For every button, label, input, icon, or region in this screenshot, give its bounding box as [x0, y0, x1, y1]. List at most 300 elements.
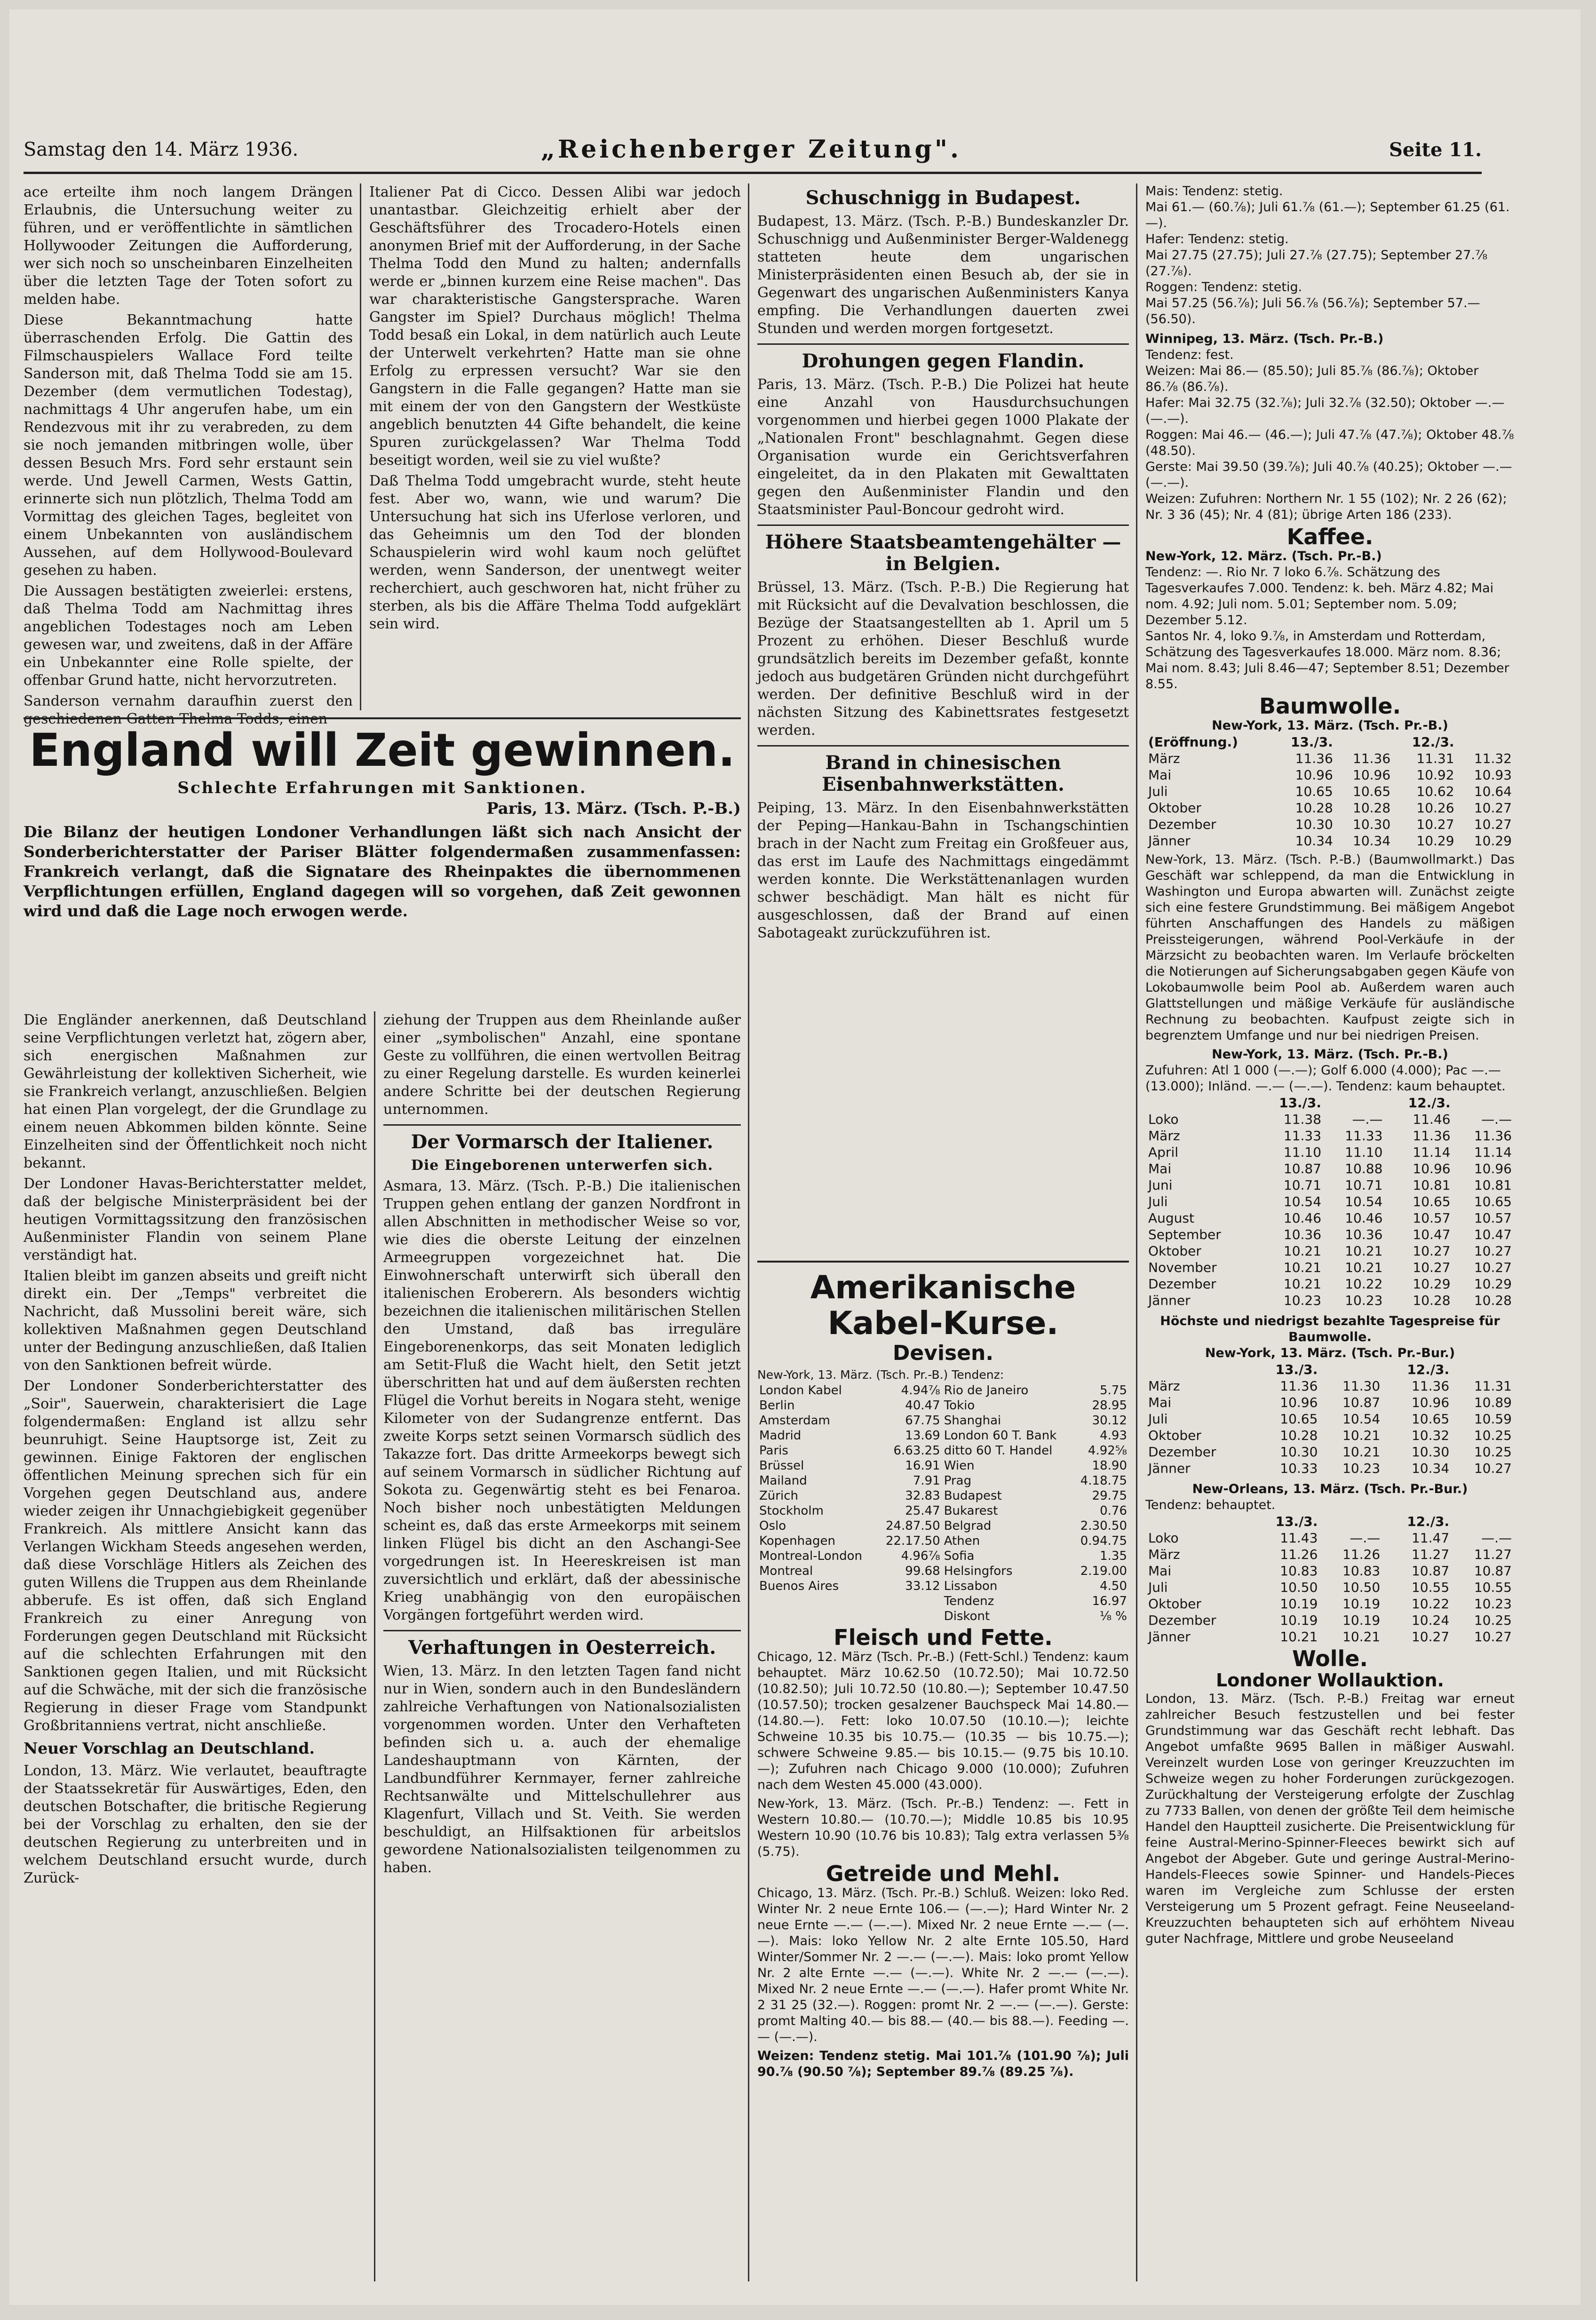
devisen-rate: 4.93	[1100, 1429, 1127, 1443]
price-cell: 10.54	[1342, 1411, 1381, 1427]
price-cell: 10.65	[1295, 784, 1333, 799]
devisen-row	[757, 1488, 1129, 1503]
devisen-row	[757, 1533, 1129, 1549]
month-cell: Jänner	[1148, 1629, 1191, 1645]
price-cell: 10.23	[1342, 1461, 1381, 1476]
table-row	[1145, 1596, 1515, 1612]
wolle-subheadline: Londoner Wollauktion.	[1216, 1670, 1444, 1691]
price-cell: 10.92	[1416, 767, 1454, 783]
column-header	[1145, 1361, 1252, 1378]
market-line: Weizen: Mai 86.— (85.50); Juli 85.⅞ (86.⅞); Oktober 86.⅞ (86.⅞).	[1145, 364, 1479, 394]
markets-column-middle	[757, 1265, 1129, 2281]
price-cell: 10.27	[1474, 1243, 1512, 1259]
table-header-row	[1145, 1095, 1515, 1111]
devisen-place: Mailand	[759, 1474, 807, 1488]
section-divider	[24, 717, 741, 719]
price-cell: 11.43	[1280, 1530, 1318, 1546]
price-cell: 10.87	[1342, 1395, 1381, 1410]
devisen-row	[757, 1609, 1129, 1624]
paragraph: London, 13. März. Wie verlautet, beauftragte der Staatssekretär für Auswärtiges, Eden, den deutschen Botschafter, die britische Regierung bei der Vorschlag zu erhalten, den sie der deutschen Regierung zu unterbreiten und in welchem Deutschland ersucht wurde, durch Zurück-	[24, 1763, 367, 1886]
wolle-headline: Wolle.	[1292, 1646, 1368, 1671]
column-header: 12./3.	[1408, 1095, 1451, 1111]
verhaftungen-headline: Verhaftungen in Oesterreich.	[408, 1637, 716, 1659]
devisen-rate: 0.94.75	[1080, 1534, 1127, 1548]
price-cell: 10.27	[1474, 817, 1512, 832]
column-header: (Eröffnung.)	[1148, 734, 1238, 750]
price-cell: 10.30	[1280, 1444, 1318, 1460]
price-cell: 10.81	[1474, 1177, 1512, 1193]
price-cell: 10.21	[1283, 1243, 1322, 1259]
table-row	[1145, 800, 1515, 816]
beamte-headline: Höhere Staatsbeamtengehälter — in Belgien.	[765, 531, 1121, 575]
devisen-place: Budapest	[944, 1489, 1002, 1503]
england-column-a	[24, 1011, 367, 2281]
price-cell: —.—	[1350, 1530, 1381, 1546]
price-cell: 10.36	[1283, 1227, 1322, 1242]
month-cell: Loko	[1148, 1530, 1179, 1546]
price-cell: 11.36	[1413, 1128, 1451, 1144]
month-cell: Juli	[1148, 1411, 1168, 1427]
wolle-text: London, 13. März. (Tsch. P.-B.) Freitag war erneut zahlreicher Besuch festzustellen und bei fester Grundstimmung war das Geschäft recht lebhaft. Das Angebot umfaßte 9695 Ballen in mäßiger Auswahl. Vereinzelt wurden Lose von geringer Kreuzzuchten im Schweize wegen zu hoher Forderungen zurückgezogen. Zurückhaltung der Versteigerung erfolgte der Zuschlag zu 7733 Ballen, von denen der größte Teil dem heimische Handel den Hauptteil zusicherte. Die Preisentwicklung für feine Austral-Merino-Spinner-Fleeces bewirkt sich auf Angebot der Abgeber. Gute und geringe Austral-Merino-Handels-Fleeces sowie Spinner- und Handels-Pieces waren im Vergleiche zum Schlusse der ersten Versteigerung um 5 Prozent gefragt. Feine Neuseeland-Kreuzzuchten behaupteten sich auf erhöhtem Niveau guter Nachfrage, Mittlere und grobe Neuseeland	[1145, 1692, 1515, 1946]
column-header: 12./3.	[1407, 1514, 1450, 1529]
price-cell: 10.27	[1474, 800, 1512, 816]
column-header: 13./3.	[1275, 1362, 1318, 1377]
price-cell: 10.19	[1342, 1613, 1381, 1628]
devisen-place: Tokio	[944, 1398, 975, 1413]
price-cell: 11.33	[1283, 1128, 1322, 1144]
table-row	[1145, 1394, 1515, 1411]
price-cell: 10.28	[1413, 1293, 1451, 1308]
devisen-row	[757, 1458, 1129, 1473]
price-cell: 11.27	[1474, 1547, 1512, 1562]
devisen-place: Diskont	[944, 1609, 990, 1623]
month-cell: Mai	[1148, 1563, 1172, 1579]
price-cell: 10.27	[1474, 1260, 1512, 1275]
price-cell: 10.27	[1413, 1243, 1451, 1259]
month-cell: Juli	[1148, 1194, 1168, 1209]
price-cell: 10.19	[1280, 1613, 1318, 1628]
devisen-place: ditto 60 T. Handel	[944, 1444, 1053, 1458]
price-cell: 11.27	[1411, 1547, 1450, 1562]
column-header	[1145, 1513, 1252, 1530]
price-cell: 10.87	[1411, 1563, 1450, 1579]
paragraph: Sanderson vernahm daraufhin zuerst den	[24, 693, 353, 709]
devisen-rate: 4.94⅞	[901, 1383, 940, 1398]
table-row	[1145, 1243, 1515, 1259]
baumwolle-no-tendenz: Tendenz: behauptet.	[1145, 1498, 1276, 1512]
devisen-place: Prag	[944, 1474, 972, 1488]
england-lead: Die Bilanz der heutigen Londoner Verhandlungen läßt sich nach Ansicht der Sonderberichterstatter der Pariser Blätter folgendermaßen zusammenfassen: Frankreich verlangt, daß die Signatare des Rheinpaktes die übernommenen Verpflichtungen erfüllen, England dagegen will so vorgehen, daß Zeit gewonnen wird und daß die Lage noch erwogen werde.	[24, 823, 741, 920]
devisen-rate: 16.91	[905, 1459, 940, 1473]
table-row	[1145, 1160, 1515, 1177]
month-cell: Jänner	[1148, 833, 1191, 849]
price-cell: 10.34	[1353, 833, 1391, 849]
price-cell: 11.36	[1411, 1378, 1450, 1394]
column-header	[1324, 1095, 1385, 1111]
continuation-column-1	[24, 183, 353, 710]
column-header: 13./3.	[1290, 734, 1333, 750]
devisen-place: Helsingfors	[944, 1564, 1013, 1578]
price-cell: 10.59	[1474, 1411, 1512, 1427]
price-cell: 10.64	[1474, 784, 1512, 799]
devisen-place: Stockholm	[759, 1504, 824, 1518]
column-header	[1452, 1513, 1515, 1530]
markets-column-right	[1145, 183, 1515, 2281]
paragraph: Daß Thelma Todd umgebracht wurde, steht heute fest. Aber wo, wann, wie und warum? Die Untersuchung hat sich ins Uferlose verloren, und das Geheimnis um den Tod der blonden Schauspielerin wird wohl kaum noch gelüftet werden, wenn Sanderson, der unentwegt weiter recherchiert, auch geschworen hat, nicht früher zu sterben, als bis die Affäre Thelma Todd aufgeklärt sein wird.	[369, 473, 741, 632]
price-cell: 10.28	[1474, 1293, 1512, 1308]
table-row	[1145, 1128, 1515, 1144]
devisen-rate: 29.75	[1092, 1489, 1127, 1503]
devisen-rate: 99.68	[905, 1564, 940, 1578]
price-cell: 10.71	[1345, 1177, 1383, 1193]
month-cell: September	[1148, 1227, 1221, 1242]
devisen-table	[757, 1383, 1129, 1624]
devisen-place: Zürich	[759, 1489, 798, 1503]
baumwolle-zufuhr: Zufuhren: Atl 1 000 (—.—); Golf 6.000 (4.000); Pac —.— (13.000); Inländ. —.— (—.—). Tendenz: kaum behauptet.	[1145, 1063, 1506, 1094]
table-row	[1145, 1411, 1515, 1427]
month-cell: Loko	[1148, 1112, 1179, 1127]
getreide-headline: Getreide und Mehl.	[826, 1861, 1061, 1886]
table-row	[1145, 1444, 1515, 1460]
devisen-row	[757, 1518, 1129, 1533]
brand-headline: Brand in chinesischen Eisenbahnwerkstätten.	[822, 752, 1064, 795]
price-cell: 10.22	[1345, 1276, 1383, 1292]
article-divider	[383, 1124, 741, 1126]
price-cell: 10.19	[1280, 1596, 1318, 1612]
devisen-place: London Kabel	[759, 1383, 842, 1398]
price-cell: 10.96	[1413, 1161, 1451, 1176]
header-date: Samstag den 14. März 1936.	[24, 139, 299, 160]
paragraph: Italien bleibt im ganzen abseits und greift nicht direkt ein. Der „Temps" verbreitet die Nachricht, daß Mussolini bereit wäre, sich kollektiven Maßnahmen gegen Deutschland unter der Bedingung anzuschließen, daß Italien von den Sanktionen befreit würde.	[24, 1268, 367, 1374]
devisen-place: Brüssel	[759, 1459, 804, 1473]
kaffee-headline: Kaffee.	[1286, 524, 1374, 549]
table-row	[1145, 1629, 1515, 1645]
schuschnigg-text: Budapest, 13. März. (Tsch. P.-B.) Bundeskanzler Dr. Schuschnigg und Außenminister Berger-Waldenegg statteten heute dem ungarischen Ministerpräsidenten einen Besuch ab, der sie in Gegenwart des ungarischen Außenministers Kanya empfing. Die Verhandlungen dauerten zwei Stunden und werden morgen fortgesetzt.	[757, 213, 1129, 337]
month-cell: Oktober	[1148, 1428, 1201, 1443]
baumwolle-ny-head: New-York, 13. März. (Tsch. Pr.-B.)	[1212, 718, 1448, 733]
price-cell: 10.22	[1411, 1596, 1450, 1612]
price-cell: 10.93	[1474, 767, 1512, 783]
table-header-row	[1145, 1361, 1515, 1378]
devisen-row	[757, 1383, 1129, 1398]
price-cell: 10.21	[1345, 1260, 1383, 1275]
table-row	[1145, 750, 1515, 767]
price-cell: 11.36	[1295, 751, 1333, 766]
price-cell: 10.25	[1474, 1428, 1512, 1443]
devisen-head: New-York, 13. März. (Tsch. Pr.-B.) Tendenz:	[757, 1368, 1004, 1382]
devisen-rate: 4.18.75	[1080, 1474, 1127, 1488]
market-line: Mais: Tendenz: stetig.	[1145, 184, 1283, 199]
price-cell: 10.96	[1353, 767, 1391, 783]
devisen-row	[757, 1564, 1129, 1579]
price-cell: 10.89	[1474, 1395, 1512, 1410]
price-cell: 10.30	[1411, 1444, 1450, 1460]
devisen-place	[757, 1594, 877, 1609]
price-cell: 10.27	[1474, 1629, 1512, 1645]
kaffee-line: Santos Nr. 4, loko 9.⅞, in Amsterdam und Rotterdam, Schätzung des Tagesverkaufes 18.000. März nom. 8.36; Mai nom. 8.43; Juli 8.46—47; September 8.51; Dezember 8.55.	[1145, 629, 1509, 691]
devisen-place: Montreal	[759, 1564, 813, 1578]
month-cell: Oktober	[1148, 1243, 1201, 1259]
price-cell: 10.54	[1345, 1194, 1383, 1209]
paragraph: Die Aussagen bestätigten zweierlei: erstens, daß Thelma Todd am Nachmittag ihres angeblichen Todestages noch am Leben gewesen war, und zweitens, daß in der Affäre ein Unbekannter eine Rolle spielte, der offenbar Grund hatte, nicht hervorzutreten.	[24, 583, 353, 689]
month-cell: März	[1148, 1378, 1180, 1394]
market-line: Tendenz: fest.	[1145, 348, 1234, 362]
flandin-headline: Drohungen gegen Flandin.	[802, 350, 1085, 372]
column-header	[1453, 1095, 1515, 1111]
devisen-place	[757, 1609, 877, 1624]
devisen-rate: 32.83	[905, 1489, 940, 1503]
devisen-row	[757, 1473, 1129, 1488]
price-cell: 10.65	[1280, 1411, 1318, 1427]
devisen-rate: 16.97	[1092, 1594, 1127, 1608]
column-header: 13./3.	[1279, 1095, 1322, 1111]
column-divider	[748, 183, 749, 2281]
devisen-rate: 2.19.00	[1080, 1564, 1127, 1578]
news-column-middle	[757, 183, 1129, 1256]
table-row	[1145, 1276, 1515, 1292]
price-cell: 10.27	[1416, 817, 1454, 832]
price-cell: 10.30	[1295, 817, 1333, 832]
price-cell: 10.23	[1283, 1293, 1322, 1308]
column-header	[1320, 1361, 1383, 1378]
column-header	[1452, 1361, 1515, 1378]
england-subheadline: Schlechte Erfahrungen mit Sanktionen.	[177, 779, 587, 797]
getreide-text: Chicago, 13. März. (Tsch. Pr.-B.) Schluß. Weizen: loko Red. Winter Nr. 2 neue Ernte 106.— (—.—); Hard Winter Nr. 2 neue Ernte —.— (—.—). Mixed Nr. 2 neue Ernte —.— (—.—). Mais: loko Yellow Nr. 2 alte Ernte 105.50, Hard Winter/Sommer Nr. 2 —.— (—.—). Mais: loko promt Yellow Nr. 2 alte Ernte —.— (—.—). White Nr. 2 —.— (—.—). Mixed Nr. 2 neue Ernte —.— (—.—). Hafer promt White Nr. 2 31 25 (32.—). Roggen: promt Nr. 2 —.— (—.—). Gerste: promt Malting 40.— bis 88.— (40.— bis 88.—). Feeding —.— (—.—).	[757, 1886, 1129, 2044]
devisen-rate: 22.17.50	[885, 1534, 940, 1548]
price-cell: 11.26	[1342, 1547, 1381, 1562]
devisen-place: Madrid	[759, 1429, 802, 1443]
table-row	[1145, 1210, 1515, 1226]
devisen-rate: 4.96⅞	[901, 1549, 940, 1563]
price-cell: 10.55	[1411, 1580, 1450, 1595]
price-cell: 10.21	[1342, 1629, 1381, 1645]
table-row	[1145, 1579, 1515, 1596]
month-cell: Dezember	[1148, 817, 1216, 832]
price-cell: 10.30	[1353, 817, 1391, 832]
price-cell: 10.29	[1474, 1276, 1512, 1292]
price-cell: 10.21	[1283, 1276, 1322, 1292]
market-line: Mai 61.— (60.⅞); Juli 61.⅞ (61.—); September 61.25 (61.—).	[1145, 200, 1510, 230]
price-cell: 10.25	[1474, 1444, 1512, 1460]
devisen-place: Tendenz	[944, 1594, 994, 1608]
month-cell: Oktober	[1148, 1596, 1201, 1612]
price-cell: 10.21	[1342, 1444, 1381, 1460]
price-cell: 10.87	[1474, 1563, 1512, 1579]
column-header	[1457, 734, 1515, 750]
kabel-headline: Amerikanische Kabel-Kurse.	[810, 1269, 1076, 1342]
price-cell: 10.27	[1474, 1461, 1512, 1476]
price-cell: 10.23	[1345, 1293, 1383, 1308]
england-headline: England will Zeit gewinnen.	[29, 724, 735, 777]
devisen-rate: 7.91	[913, 1474, 940, 1488]
price-cell: 10.96	[1295, 767, 1333, 783]
devisen-place: Belgrad	[944, 1519, 992, 1533]
devisen-rate	[877, 1609, 942, 1624]
price-cell: 10.34	[1411, 1461, 1450, 1476]
market-line: Mai 57.25 (56.⅞); Juli 56.⅞ (56.⅞); September 57.— (56.50).	[1145, 296, 1480, 326]
price-cell: 10.57	[1413, 1210, 1451, 1226]
paragraph: Der Londoner Sonderberichterstatter des „Soir", Sauerwein, charakterisiert die Lage folgendermaßen: England ist allzu sehr beunruhigt. Seine Hauptsorge ist, Zeit zu gewinnen. Einige Faktoren der englischen öffentlichen Meinung sprechen sich für ein Vorgehen gegen Deutschland aus, andere wieder zeigen ihr Unnachgiebigkeit gegenüber Frankreich. Als mittlere Ansicht kann das Verlangen Wickham Steeds angesehen werden, daß diese Vorschläge Hitlers als Zeichen des guten Willens die Truppen aus dem Rheinlande abberufe. Es ist offen, daß sich England Frankreich zu einer Anregung von Forderungen gegen Deutschland mit Rücksicht auf die schlechten Erfahrungen mit den Sanktionen gegen Italien, und mit Rücksicht auf die Schwäche, mit der sich die französische Regierung in dieser Frage vom Standpunkt Großbritanniens vertrat, nicht anschließe.	[24, 1378, 367, 1734]
baumwolle-report: New-York, 13. März. (Tsch. P.-B.) (Baumwollmarkt.) Das Geschäft war schleppend, da man die Entwicklung in Washington und Europa abwarten will. Zunächst zeigte sich eine festere Grundstimmung. Bei mäßigem Angebot führten Anschaffungen des Handels zu mäßigen Preissteigerungen, während Pool-Verkäufe in der Märzsicht zu beobachten waren. Im Verlaufe bröckelten die Notierungen auf Sicherungsabgaben gegen Käufe von Lokobaumwolle beim Pool ab. Außerdem waren auch Glattstellungen und mäßige Verkäufe für ausländische Rechnung zu beobachten. Kaufpust zeigte sich in begrenztem Umfange und nur bei niedrigen Preisen.	[1145, 852, 1515, 1043]
fleisch-text-chicago: Chicago, 12. März (Tsch. Pr.-B.) (Fett-Schl.) Tendenz: kaum behauptet. März 10.62.50 (10.72.50); Mai 10.72.50 (10.82.50); Juli 10.72.50 (10.80.—); September 10.47.50 (10.57.50); trocken gesalzener Bauchspeck Mai 14.80.— (14.80.—). Fett: loko 10.07.50 (10.10.—); leichte Schweine 10.35 bis 10.75.— (10.35 — bis 10.75.—); schwere Schweine 9.85.— bis 10.15.— (9.75 bis 10.10.—); Zufuhren nach Chicago 9.000 (10.000); Zufuhren nach dem Westen 45.000 (43.000).	[757, 1650, 1129, 1792]
price-cell: 10.88	[1345, 1161, 1383, 1176]
price-cell: 10.83	[1342, 1563, 1381, 1579]
england-column-b	[383, 1011, 741, 2281]
header-page-number: Seite 11.	[1389, 139, 1482, 161]
price-cell: 10.46	[1345, 1210, 1383, 1226]
price-cell: 10.55	[1474, 1580, 1512, 1595]
baumwolle-table-opening	[1145, 734, 1515, 849]
price-cell: 10.96	[1280, 1395, 1318, 1410]
devisen-rate: 24.87.50	[885, 1519, 940, 1533]
price-cell: 10.83	[1280, 1563, 1318, 1579]
kaffee-line: Tendenz: —. Rio Nr. 7 loko 6.⅞. Schätzung des Tagesverkaufes 7.000. Tendenz: k. beh. März 4.82; Mai nom. 4.92; Juli nom. 5.01; September nom. 5.09; Dezember 5.12.	[1145, 565, 1494, 628]
vormarsch-subheadline: Die Eingeborenen unterwerfen sich.	[411, 1157, 714, 1174]
devisen-place: Amsterdam	[759, 1414, 830, 1428]
baumwolle-zufuhr-head: New-York, 13. März. (Tsch. Pr.-B.)	[1212, 1047, 1448, 1062]
price-cell: 10.28	[1280, 1428, 1318, 1443]
month-cell: Mai	[1148, 767, 1172, 783]
england-dateline: Paris, 13. März. (Tsch. P.-B.)	[486, 799, 741, 818]
month-cell: Oktober	[1148, 800, 1201, 816]
market-line: Roggen: Tendenz: stetig.	[1145, 280, 1302, 294]
devisen-rate: 30.12	[1092, 1414, 1127, 1428]
price-cell: 10.65	[1413, 1194, 1451, 1209]
baumwolle-hl-sub: New-York, 13. März. (Tsch. Pr.-Bur.)	[1205, 1346, 1455, 1360]
beamte-text: Brüssel, 13. März. (Tsch. P.-B.) Die Regierung hat mit Rücksicht auf die Devalvation beschlossen, die Bezüge der Staatsangestellten ab 1. April um 5 Prozent zu erhöhen. Dieser Beschluß wurde grundsätzlich bereits im Dezember gefaßt, konnte jedoch aus budgetären Gründen nicht durchgeführt werden. Der definitive Beschluß wird in der nächsten Sitzung des Kabinettsrates festgesetzt werden.	[757, 579, 1129, 739]
column-header: 12./3.	[1412, 734, 1454, 750]
table-row	[1145, 1177, 1515, 1193]
month-cell: Juli	[1148, 1580, 1168, 1595]
column-header: 13./3.	[1275, 1514, 1318, 1529]
price-cell: 10.36	[1345, 1227, 1383, 1242]
paragraph: Italiener Pat di Cicco. Dessen Alibi war jedoch unantastbar. Gleichzeitig erhielt aber der Geschäftsführer des Trocadero-Hotels einen anonymen Brief mit der Aufforderung, in der Sache Thelma Todd den Mund zu halten; andernfalls werde er „binnen kurzem eine Reise machen". Das war charakteristische Gangstersprache. Waren Gangster im Spiel? Durchaus möglich! Thelma Todd besaß ein Lokal, in dem natürlich auch Leute der Unterwelt verkehrten? Hatte man sie ohne Erfolg zu erpressen versucht? War sie den Gangstern in die Falle gegangen? Hatte man sie mit einem der von den Gangstern der Westküste angeblich benutzten 44 Gifte behandelt, die keine Spuren zurückgelassen? War Thelma Todd beseitigt worden, weil sie zu viel wußte?	[369, 184, 741, 469]
devisen-rate	[877, 1594, 942, 1609]
month-cell: März	[1148, 751, 1180, 766]
price-cell: 10.24	[1411, 1613, 1450, 1628]
devisen-rate: 1.35	[1100, 1549, 1127, 1563]
devisen-rate: 13.69	[905, 1429, 940, 1443]
paragraph: Die Engländer anerkennen, daß Deutschland seine Verpflichtungen verletzt hat, zögern aber, sich energischen Maßnahmen zur Gewährleistung der kollektiven Sicherheit, wie sie Frankreich verlangt, anzuschließen. Belgien hat einen Plan vorgelegt, der die Grundlage zu einem neuen Abkommen bilden könnte. Seine Einzelheiten sind der Öffentlichkeit noch nicht bekannt.	[24, 1012, 367, 1171]
price-cell: 11.47	[1411, 1530, 1450, 1546]
month-cell: Dezember	[1148, 1613, 1216, 1628]
devisen-row	[757, 1443, 1129, 1458]
price-cell: 10.65	[1411, 1411, 1450, 1427]
price-cell: 11.10	[1283, 1144, 1322, 1160]
devisen-row	[757, 1413, 1129, 1428]
article-divider	[757, 745, 1129, 747]
devisen-row	[757, 1428, 1129, 1443]
devisen-rate: 2.30.50	[1080, 1519, 1127, 1533]
table-row	[1145, 1460, 1515, 1477]
verhaftungen-text: Wien, 13. März. In den letzten Tagen fand nicht nur in Wien, sondern auch in den Bundesländern zahlreiche Verhaftungen von Nationalsozialisten vorgenommen worden. Unter den Verhafteten befinden sich u. a. auch der ehemalige Landeshauptmann von Kärnten, der Landbundführer Kernmayer, ferner zahlreiche Rechtsanwälte und Mittelschullehrer aus Klagenfurt, Villach und St. Veith. Sie werden beschuldigt, an Hilfsaktionen für arbeitslos gewordene Nationalsozialisten teilgenommen zu haben.	[383, 1663, 741, 1876]
table-row	[1145, 1563, 1515, 1579]
column-header	[1145, 1095, 1256, 1111]
column-header	[1336, 734, 1393, 750]
devisen-subheadline: Devisen.	[892, 1341, 994, 1365]
devisen-place: Oslo	[759, 1519, 786, 1533]
section-divider	[757, 1261, 1129, 1263]
devisen-row	[757, 1579, 1129, 1594]
price-cell: 10.50	[1280, 1580, 1318, 1595]
article-divider	[383, 1630, 741, 1631]
devisen-rate: 33.12	[905, 1579, 940, 1593]
price-cell: 10.54	[1283, 1194, 1322, 1209]
price-cell: 11.31	[1474, 1378, 1512, 1394]
price-cell: —.—	[1481, 1112, 1512, 1127]
article-divider	[757, 524, 1129, 526]
month-cell: August	[1148, 1210, 1194, 1226]
price-cell: 10.96	[1474, 1161, 1512, 1176]
price-cell: 10.96	[1411, 1395, 1450, 1410]
price-cell: 11.14	[1474, 1144, 1512, 1160]
table-header-row	[1145, 1513, 1515, 1530]
month-cell: Juni	[1148, 1177, 1173, 1193]
devisen-place: London 60 T. Bank	[944, 1429, 1057, 1443]
table-row	[1145, 1111, 1515, 1128]
price-cell: 11.32	[1474, 751, 1512, 766]
price-cell: 10.47	[1413, 1227, 1451, 1242]
devisen-place: Shanghai	[944, 1414, 1001, 1428]
price-cell: 11.10	[1345, 1144, 1383, 1160]
month-cell: Dezember	[1148, 1276, 1216, 1292]
column-divider	[360, 183, 361, 710]
england-article-head	[24, 724, 741, 1007]
price-cell: —.—	[1352, 1112, 1383, 1127]
devisen-rate: 4.92⅝	[1088, 1444, 1127, 1458]
table-row	[1145, 833, 1515, 849]
devisen-rate: 18.90	[1092, 1459, 1127, 1473]
header-paper-name: „Reichenberger Zeitung".	[541, 135, 962, 164]
price-cell: 11.26	[1280, 1547, 1318, 1562]
price-cell: 11.14	[1413, 1144, 1451, 1160]
column-header: 12./3.	[1407, 1362, 1450, 1377]
price-cell: 11.36	[1474, 1128, 1512, 1144]
month-cell: November	[1148, 1260, 1217, 1275]
price-cell: 10.19	[1342, 1596, 1381, 1612]
price-cell: 10.81	[1413, 1177, 1451, 1193]
month-cell: Jänner	[1148, 1293, 1191, 1308]
baumwolle-table-highlow	[1145, 1361, 1515, 1477]
market-line: Hafer: Tendenz: stetig.	[1145, 232, 1289, 246]
price-cell: 11.46	[1413, 1112, 1451, 1127]
devisen-rate: ⅛ %	[1099, 1609, 1127, 1623]
table-row	[1145, 1144, 1515, 1160]
paragraph: ziehung der Truppen aus dem Rheinlande außer einer „symbolischen" Anzahl, eine spontane Geste zu vollführen, die einen wertvollen Beitrag zu einer Regelung darstelle. Es wurden keinerlei andere Schritte bei der deutschen Regierung unternommen.	[383, 1012, 741, 1118]
table-row	[1145, 1378, 1515, 1394]
price-cell: 10.21	[1342, 1428, 1381, 1443]
table-header-row	[1145, 734, 1515, 750]
month-cell: Dezember	[1148, 1444, 1216, 1460]
devisen-row	[757, 1398, 1129, 1413]
devisen-rate: 6.63.25	[893, 1444, 940, 1458]
devisen-place: Rio de Janeiro	[944, 1383, 1029, 1398]
price-cell: 10.57	[1474, 1210, 1512, 1226]
price-cell: 11.36	[1353, 751, 1391, 766]
getreide-text-end: Weizen: Tendenz stetig. Mai 101.⅞ (101.90 ⅞); Juli 90.⅞ (90.50 ⅞); September 89.⅞ (89.25 ⅞).	[757, 2049, 1129, 2079]
devisen-place: Lissabon	[944, 1579, 998, 1593]
price-cell: 10.34	[1295, 833, 1333, 849]
devisen-rate: 4.50	[1100, 1579, 1127, 1593]
price-cell: 10.21	[1283, 1260, 1322, 1275]
market-line: Roggen: Mai 46.— (46.—); Juli 47.⅞ (47.⅞); Oktober 48.⅞ (48.50).	[1145, 428, 1514, 458]
table-row	[1145, 1226, 1515, 1243]
devisen-place: Berlin	[759, 1398, 795, 1413]
price-cell: 10.25	[1474, 1613, 1512, 1628]
devisen-row	[757, 1549, 1129, 1564]
price-cell: 10.21	[1345, 1243, 1383, 1259]
column-divider	[1136, 183, 1137, 2281]
